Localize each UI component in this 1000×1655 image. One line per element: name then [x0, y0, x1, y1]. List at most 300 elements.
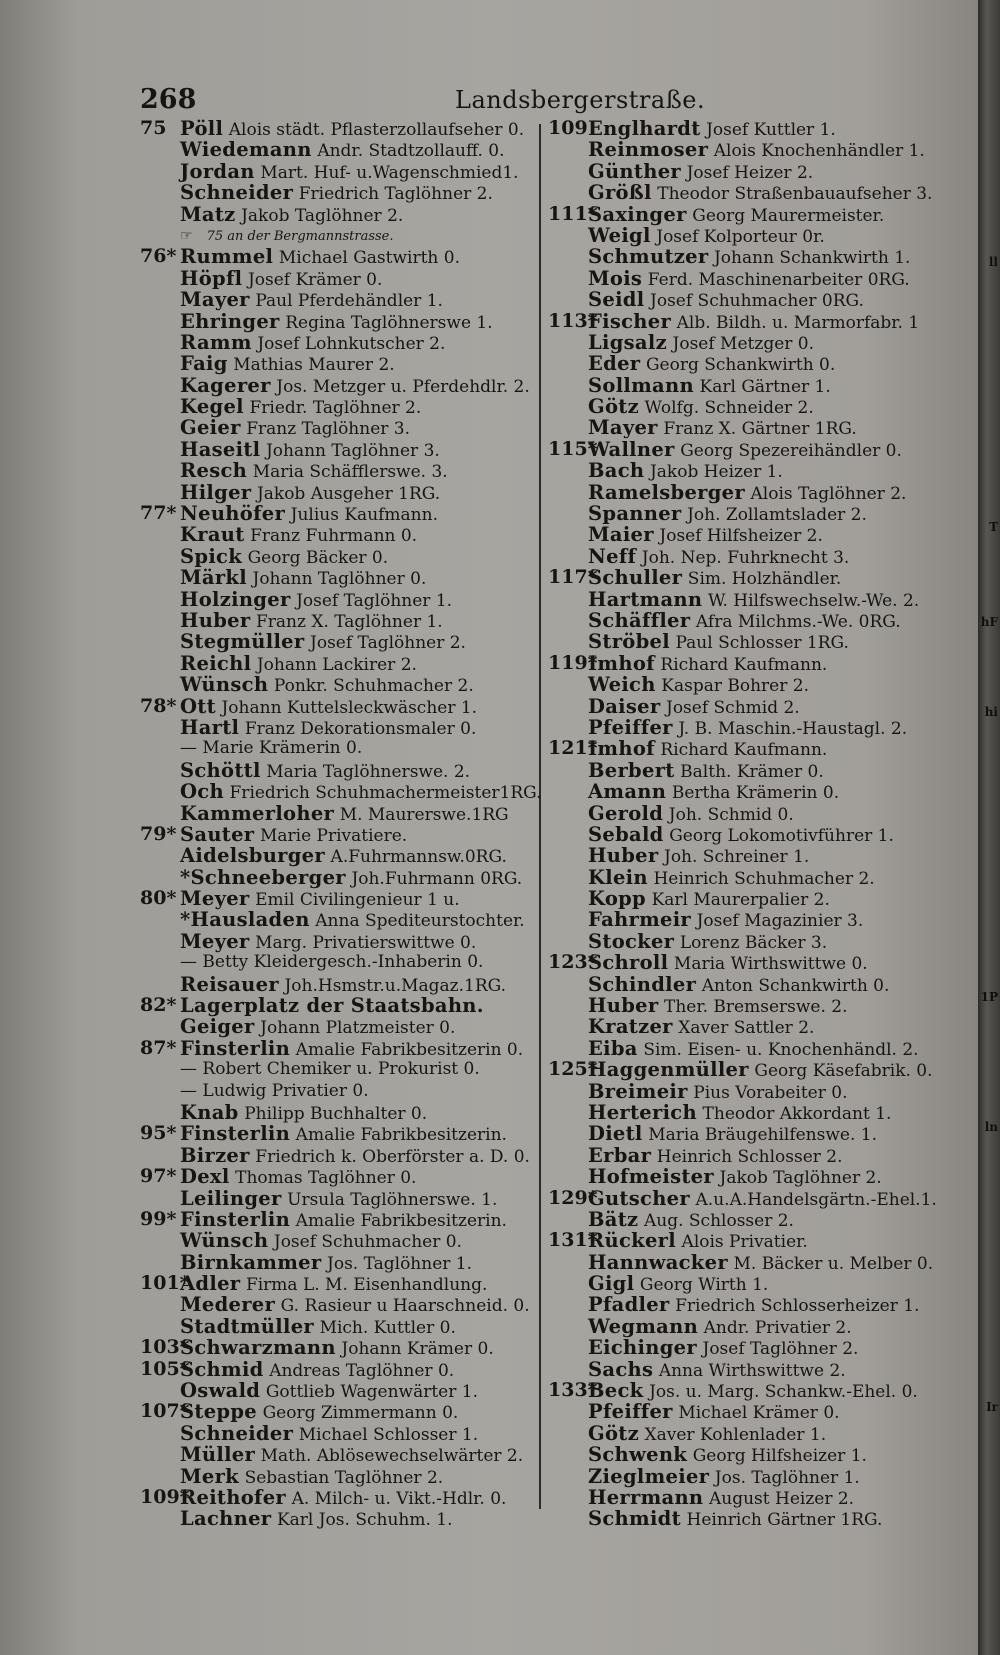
resident-detail: Ursula Taglöhnerswe. 1. — [287, 1189, 498, 1210]
resident-detail: Maria Taglöhnerswe. 2. — [266, 761, 471, 782]
resident-name: Maier — [588, 523, 654, 547]
resident-detail: Andr. Privatier 2. — [703, 1317, 852, 1338]
resident-detail: August Heizer 2. — [708, 1489, 855, 1509]
resident-name: Oswald — [180, 1379, 261, 1403]
directory-entry — [140, 803, 535, 824]
resident-detail: Joh. Nep. Fuhrknecht 3. — [641, 547, 850, 568]
resident-name: Huber — [588, 844, 659, 868]
directory-entry — [140, 524, 535, 545]
resident-name: Adler — [180, 1272, 241, 1296]
directory-entry — [140, 1487, 535, 1508]
house-number: 78* — [140, 694, 177, 717]
directory-entry — [548, 781, 953, 802]
directory-entry — [548, 1466, 953, 1487]
resident-detail: Philipp Buchhalter 0. — [244, 1103, 428, 1124]
resident-detail: Karl Jos. Schuhm. 1. — [276, 1510, 453, 1531]
resident-name: Schmidt — [588, 1507, 681, 1531]
resident-name: Ramelsberger — [588, 480, 745, 504]
entry-body — [180, 738, 362, 759]
resident-detail: Georg Hilfsheizer 1. — [692, 1446, 867, 1467]
resident-name: Schäffler — [588, 608, 691, 632]
directory-entry — [140, 289, 535, 310]
directory-entry — [140, 460, 535, 481]
resident-name: Neuhöfer — [180, 502, 286, 526]
directory-entry — [140, 353, 535, 374]
house-number: 95* — [140, 1122, 177, 1145]
directory-entry — [548, 1359, 953, 1380]
resident-detail: Pius Vorabeiter 0. — [693, 1082, 848, 1103]
resident-name: Wiedemann — [180, 138, 312, 162]
resident-name: Mayer — [588, 416, 658, 440]
resident-detail: Balth. Krämer 0. — [680, 761, 824, 782]
directory-entry — [548, 1273, 953, 1294]
directory-entry — [140, 1102, 535, 1123]
directory-entry — [548, 653, 953, 674]
resident-detail: Josef Schuhmacher 0RG. — [650, 291, 864, 312]
resident-detail: A. Milch- u. Vikt.-Hdlr. 0. — [291, 1489, 507, 1509]
entry-body — [588, 1508, 882, 1531]
directory-entry — [140, 845, 535, 866]
directory-entry — [548, 118, 953, 139]
resident-detail: G. Rasieur u Haarschneid. 0. — [280, 1296, 530, 1317]
directory-entry — [140, 1145, 535, 1166]
directory-entry — [548, 1401, 953, 1422]
resident-detail: Andreas Taglöhner 0. — [269, 1360, 455, 1381]
resident-name: Schindler — [588, 972, 697, 996]
house-number: 125* — [548, 1058, 598, 1081]
directory-entry — [548, 482, 953, 503]
resident-detail: Jakob Taglöhner 2. — [241, 205, 404, 226]
directory-entry — [548, 460, 953, 481]
directory-entry — [548, 1016, 953, 1037]
directory-entry — [548, 995, 953, 1016]
resident-name: Pfadler — [588, 1293, 670, 1317]
resident-detail: Paul Schlosser 1RG. — [675, 633, 849, 654]
resident-detail: Friedrich Taglöhner 2. — [298, 184, 493, 205]
directory-entry — [140, 118, 535, 139]
resident-detail: Lorenz Bäcker 3. — [679, 932, 828, 953]
resident-name: Wallner — [588, 437, 675, 461]
entry-body — [180, 204, 403, 227]
resident-name: Seidl — [588, 288, 645, 312]
resident-detail: Jos. u. Marg. Schankw.-Ehel. 0. — [649, 1382, 918, 1403]
resident-detail: Theodor Akkordant 1. — [702, 1103, 892, 1124]
directory-entry — [548, 225, 953, 246]
directory-entry — [140, 225, 535, 246]
resident-detail: — Ludwig Privatier 0. — [180, 1080, 369, 1101]
directory-entry — [140, 824, 535, 845]
resident-detail: Jos. Metzger u. Pferdehdlr. 2. — [276, 376, 530, 397]
resident-name: Birzer — [180, 1143, 250, 1167]
resident-detail: Amalie Fabrikbesitzerin. — [295, 1210, 507, 1231]
directory-entry — [548, 674, 953, 695]
resident-detail: Georg Spezereihändler 0. — [680, 440, 902, 461]
directory-entry — [140, 974, 535, 995]
resident-name: Kratzer — [588, 1015, 673, 1039]
directory-entry — [140, 717, 535, 738]
resident-detail: Maria Bräugehilfenswe. 1. — [648, 1125, 877, 1146]
directory-entry — [140, 1059, 535, 1080]
directory-entry — [548, 311, 953, 332]
resident-name: Finsterlin — [180, 1036, 291, 1060]
house-number: 117* — [548, 566, 598, 589]
resident-name: Haseitl — [180, 437, 261, 461]
directory-entry — [140, 589, 535, 610]
resident-name: Pfeiffer — [588, 1400, 673, 1424]
resident-detail: Wolfg. Schneider 2. — [644, 398, 814, 419]
directory-entry — [140, 1316, 535, 1337]
resident-detail: Richard Kaufmann. — [660, 654, 828, 675]
resident-name: Schneider — [180, 1421, 294, 1445]
directory-entry — [140, 1337, 535, 1358]
left-column — [140, 117, 542, 1531]
resident-name: Beck — [588, 1379, 644, 1403]
resident-detail: Amalie Fabrikbesitzerin. — [295, 1125, 507, 1146]
directory-entry — [140, 610, 535, 631]
resident-detail: Georg Wirth 1. — [639, 1275, 769, 1296]
resident-name: Sebald — [588, 822, 664, 846]
entry-body — [180, 717, 476, 740]
directory-entry — [548, 803, 953, 824]
resident-detail: Amalie Fabrikbesitzerin 0. — [295, 1039, 524, 1060]
directory-entry — [548, 332, 953, 353]
resident-name: Gutscher — [588, 1186, 690, 1210]
resident-name: Hartl — [180, 715, 240, 739]
resident-detail: Franz Dekorationsmaler 0. — [244, 718, 477, 739]
resident-name: Kammerloher — [180, 801, 335, 825]
resident-detail: M. Maurerswe.1RG — [339, 804, 509, 825]
resident-detail: J. B. Maschin.-Haustagl. 2. — [678, 718, 908, 739]
resident-name: Stocker — [588, 929, 675, 953]
house-number: 119* — [548, 651, 598, 674]
resident-detail: Johann Lackirer 2. — [256, 654, 417, 675]
resident-name: Weigl — [588, 223, 651, 247]
resident-detail: Josef Heizer 2. — [686, 162, 814, 183]
directory-entry — [140, 1508, 535, 1529]
resident-detail: Anton Schankwirth 0. — [701, 975, 890, 996]
resident-detail: Maria Schäfflerswe. 3. — [252, 462, 448, 483]
directory-entry — [140, 1252, 535, 1273]
resident-detail: Franz Fuhrmann 0. — [250, 526, 418, 547]
directory-entry — [548, 824, 953, 845]
resident-name: Kagerer — [180, 373, 271, 397]
directory-entry — [548, 760, 953, 781]
right-column — [548, 118, 953, 1530]
resident-name: Kopp — [588, 887, 646, 911]
resident-name: *Hausladen — [180, 908, 310, 932]
resident-name: Finsterlin — [180, 1122, 291, 1146]
directory-entry — [140, 311, 535, 332]
resident-detail: Karl Maurerpalier 2. — [651, 890, 830, 911]
resident-name: Saxinger — [588, 202, 687, 226]
resident-detail: Michael Schlosser 1. — [298, 1424, 479, 1445]
house-number: 109 — [548, 117, 588, 139]
directory-entry — [140, 1209, 535, 1230]
edge-mark: hF — [980, 615, 998, 629]
entry-body — [180, 1038, 523, 1061]
resident-detail: Friedr. Taglöhner 2. — [249, 398, 422, 419]
resident-name: Fahrmeir — [588, 908, 691, 932]
directory-entry — [140, 161, 535, 182]
resident-name: Hilger — [180, 480, 252, 504]
directory-entry — [548, 524, 953, 545]
resident-name: Zieglmeier — [588, 1464, 710, 1488]
directory-entry — [140, 204, 535, 225]
directory-entry — [548, 717, 953, 738]
resident-detail: Paul Pferdehändler 1. — [255, 291, 443, 312]
street-title: Landsbergerstraße. — [455, 86, 706, 114]
directory-entry — [140, 1423, 535, 1444]
directory-entry — [548, 1081, 953, 1102]
resident-name: Ott — [180, 694, 216, 718]
resident-detail: Johann Schankwirth 1. — [713, 248, 911, 269]
directory-entry — [548, 546, 953, 567]
resident-detail: Michael Krämer 0. — [678, 1403, 840, 1424]
resident-detail: Thomas Taglöhner 0. — [235, 1168, 417, 1189]
directory-entry — [140, 888, 535, 909]
resident-name: Amann — [588, 780, 667, 804]
resident-name: Eiba — [588, 1036, 638, 1060]
resident-name: Imhof — [588, 737, 655, 761]
directory-entry — [140, 567, 535, 588]
resident-name: Klein — [588, 865, 648, 889]
resident-name: Pöll — [180, 117, 224, 140]
resident-detail: Mich. Kuttler 0. — [319, 1317, 456, 1338]
directory-entry — [548, 1487, 953, 1508]
directory-entry — [140, 1188, 535, 1209]
resident-detail: Marie Privatiere. — [259, 825, 408, 846]
resident-name: Reithofer — [180, 1486, 286, 1509]
resident-name: Schwenk — [588, 1443, 688, 1467]
resident-detail: Josef Taglöhner 1. — [296, 590, 453, 611]
resident-name: Faig — [180, 352, 228, 376]
resident-detail: Josef Taglöhner 2. — [702, 1339, 859, 1360]
resident-name: Finsterlin — [180, 1207, 291, 1231]
column-divider — [539, 124, 541, 1509]
resident-name: Stegmüller — [180, 630, 305, 654]
resident-name: Stadtmüller — [180, 1314, 314, 1338]
directory-entry — [548, 161, 953, 182]
house-number: 111* — [548, 202, 598, 225]
resident-detail: Afra Milchms.-We. 0RG. — [695, 611, 901, 632]
resident-detail: Karl Gärtner 1. — [699, 376, 831, 397]
house-number: 99* — [140, 1207, 177, 1230]
entry-body — [588, 1252, 933, 1275]
directory-entry — [548, 1444, 953, 1465]
resident-name: Berbert — [588, 758, 675, 782]
directory-entry — [140, 375, 535, 396]
resident-detail: Friedrich Schuhmachermeister1RG. — [229, 783, 542, 804]
resident-detail: Franz X. Gärtner 1RG. — [663, 419, 857, 440]
directory-entry — [548, 1252, 953, 1273]
resident-name: Götz — [588, 395, 639, 419]
resident-detail: Mart. Huf- u.Wagenschmied1. — [260, 162, 519, 183]
directory-entry — [140, 696, 535, 717]
resident-detail: Friedrich k. Oberförster a. D. 0. — [255, 1146, 530, 1167]
resident-detail: Joh. Schmid 0. — [668, 804, 794, 825]
resident-detail: Heinrich Schlosser 2. — [656, 1146, 843, 1167]
resident-name: Ligsalz — [588, 330, 667, 354]
directory-entry — [140, 1359, 535, 1380]
resident-name: Herrmann — [588, 1486, 704, 1509]
resident-detail: Georg Lokomotivführer 1. — [669, 825, 894, 846]
entry-body — [180, 952, 483, 973]
resident-name: Schöttl — [180, 758, 261, 782]
house-number: 131* — [548, 1229, 598, 1252]
resident-detail: Johann Taglöhner 3. — [265, 440, 440, 461]
directory-entry — [548, 503, 953, 524]
resident-detail: M. Bäcker u. Melber 0. — [733, 1253, 934, 1274]
resident-name: Schwarzmann — [180, 1336, 336, 1360]
entry-body — [588, 1188, 937, 1211]
resident-name: Matz — [180, 202, 236, 226]
directory-entry — [140, 1273, 535, 1294]
resident-detail: Georg Schankwirth 0. — [645, 355, 836, 376]
directory-entry — [548, 1209, 953, 1230]
resident-detail: Josef Metzger 0. — [672, 333, 815, 354]
resident-detail: Sim. Holzhändler. — [687, 569, 842, 590]
resident-name: Gerold — [588, 801, 664, 825]
entry-body — [180, 1145, 530, 1168]
resident-detail: Jakob Taglöhner 2. — [719, 1168, 882, 1189]
directory-entry — [140, 439, 535, 460]
directory-entry — [140, 909, 535, 930]
resident-name: Höpfl — [180, 266, 243, 290]
directory-entry — [548, 139, 953, 160]
resident-name: Spick — [180, 544, 243, 568]
resident-detail: Math. Ablösewechselwärter 2. — [260, 1446, 524, 1467]
house-number: 87* — [140, 1036, 177, 1059]
directory-entry — [140, 674, 535, 695]
resident-name: Och — [180, 780, 224, 804]
directory-entry — [548, 738, 953, 759]
directory-entry — [140, 1444, 535, 1465]
resident-name: Geiger — [180, 1015, 255, 1039]
resident-detail: Anna Spediteurstochter. — [315, 911, 525, 932]
resident-detail: Joh.Fuhrmann 0RG. — [351, 868, 523, 889]
resident-name: Erbar — [588, 1143, 652, 1167]
resident-name: Eder — [588, 352, 641, 376]
resident-name: Reinmoser — [588, 138, 709, 162]
directory-entry — [140, 780, 542, 804]
edge-mark: ll — [988, 255, 998, 269]
directory-entry — [548, 204, 953, 225]
directory-entry — [140, 738, 535, 759]
directory-entry — [140, 1038, 535, 1059]
resident-name: Mayer — [180, 288, 250, 312]
directory-entry — [140, 246, 535, 267]
resident-name: Huber — [180, 608, 251, 632]
directory-entry — [548, 631, 953, 652]
directory-entry — [548, 1316, 953, 1337]
resident-name: Schmutzer — [588, 245, 709, 269]
directory-entry — [548, 589, 953, 610]
directory-entry — [140, 1166, 535, 1187]
directory-entry — [548, 268, 953, 289]
directory-entry — [140, 482, 535, 503]
resident-name: Neff — [588, 544, 637, 568]
entry-body — [180, 1081, 369, 1102]
resident-name: Herterich — [588, 1100, 697, 1124]
resident-detail: Sebastian Taglöhner 2. — [244, 1467, 444, 1488]
directory-entry — [548, 396, 953, 417]
resident-detail: Kaspar Bohrer 2. — [661, 676, 809, 697]
directory-entry — [548, 353, 953, 374]
directory-entry — [140, 1380, 535, 1401]
directory-entry — [548, 845, 953, 866]
resident-name: Steppe — [180, 1400, 257, 1424]
resident-detail: Josef Magazinier 3. — [696, 911, 864, 932]
resident-detail: Franz Taglöhner 3. — [246, 419, 411, 440]
resident-name: Englhardt — [588, 117, 701, 140]
directory-entry — [548, 182, 953, 203]
resident-detail: Alois Knochenhändler 1. — [713, 141, 925, 162]
directory-entry — [140, 867, 535, 888]
directory-entry — [140, 760, 535, 781]
resident-detail: Aug. Schlosser 2. — [643, 1210, 794, 1231]
resident-name: Kegel — [180, 395, 244, 419]
directory-entry — [140, 1016, 535, 1037]
resident-name: Meyer — [180, 929, 250, 953]
directory-entry — [548, 1059, 953, 1080]
resident-name: Schmid — [180, 1357, 264, 1381]
resident-detail: — Robert Chemiker u. Prokurist 0. — [180, 1059, 480, 1080]
directory-entry — [548, 888, 953, 909]
resident-detail: Josef Taglöhner 2. — [310, 633, 466, 654]
resident-detail: Heinrich Schuhmacher 2. — [653, 868, 875, 889]
resident-name: Leilinger — [180, 1186, 282, 1210]
directory-entry — [140, 417, 535, 438]
entry-body — [180, 931, 476, 954]
resident-name: Gigl — [588, 1272, 635, 1296]
house-number: 79* — [140, 822, 177, 845]
house-number: 105* — [140, 1357, 190, 1380]
resident-detail: Josef Schmid 2. — [666, 697, 800, 718]
resident-name: Bätz — [588, 1207, 639, 1231]
resident-name: Größl — [588, 181, 652, 205]
adjacent-page-marks — [980, 0, 998, 1655]
resident-detail: Emil Civilingenieur 1 u. — [255, 890, 460, 911]
resident-name: Hartmann — [588, 587, 703, 611]
directory-entry — [548, 909, 953, 930]
directory-entry — [548, 696, 953, 717]
house-number: 82* — [140, 994, 177, 1017]
directory-entry — [548, 1188, 953, 1209]
resident-name: Weich — [588, 673, 656, 697]
house-number: 123* — [548, 951, 598, 974]
resident-name: Wegmann — [588, 1314, 699, 1338]
resident-detail: Georg Bäcker 0. — [247, 547, 389, 568]
house-number: 133* — [548, 1379, 598, 1402]
resident-name: Schroll — [588, 951, 669, 975]
resident-detail: Sim. Eisen- u. Knochenhändl. 2. — [643, 1039, 919, 1060]
directory-entry — [140, 182, 535, 203]
directory-entry — [548, 1294, 953, 1315]
resident-detail: Alois städt. Pflasterzollaufseher 0. — [228, 120, 525, 140]
resident-name: Dietl — [588, 1122, 643, 1146]
resident-name: Märkl — [180, 566, 247, 590]
directory-entry — [140, 396, 535, 417]
directory-entry — [548, 289, 953, 310]
resident-name: Wünsch — [180, 673, 269, 697]
directory-entry — [140, 332, 535, 353]
directory-entry — [548, 417, 953, 438]
resident-detail: Julius Kaufmann. — [290, 505, 438, 526]
house-number: 77* — [140, 502, 177, 525]
resident-detail: Johann Taglöhner 0. — [252, 569, 427, 590]
directory-entry — [140, 268, 535, 289]
resident-detail: Josef Kuttler 1. — [706, 120, 836, 140]
